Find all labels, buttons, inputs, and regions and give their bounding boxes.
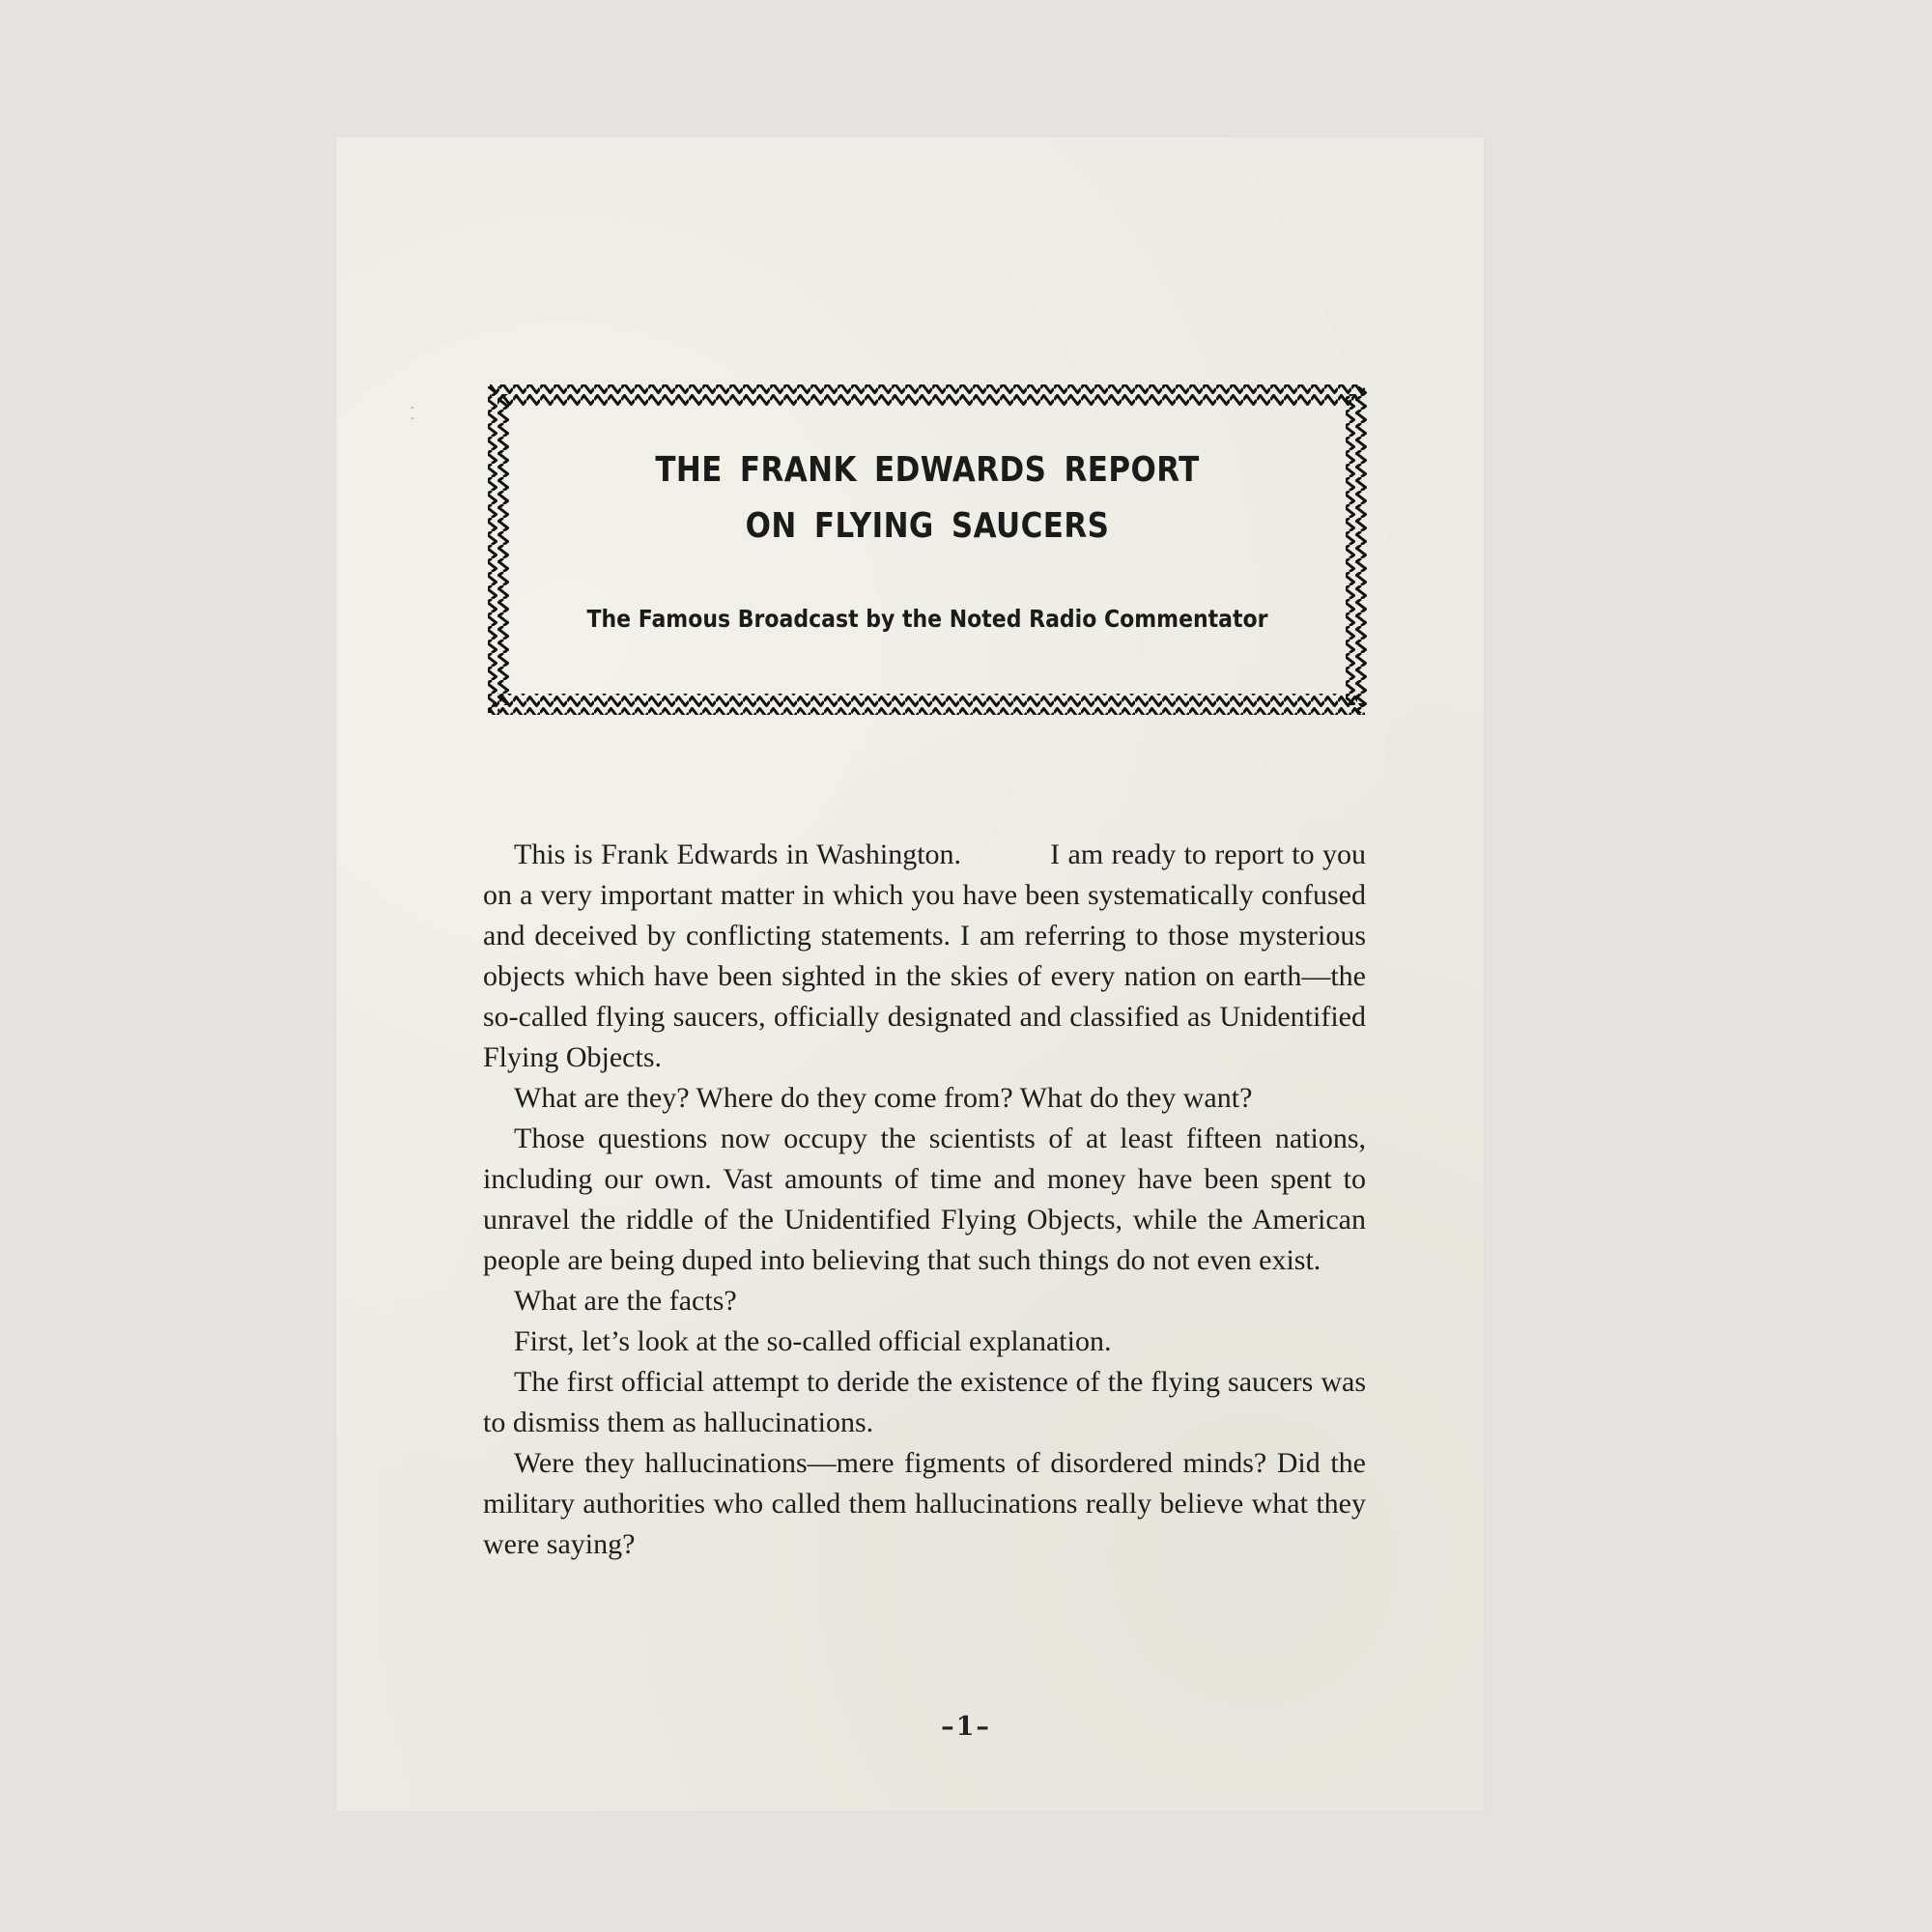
paragraph: What are they? Where do they come from? What do they want? xyxy=(514,1082,1253,1114)
document-subtitle: The Famous Broadcast by the Noted Radio Commentator xyxy=(586,605,1268,633)
paragraph: The first official attempt to deride the existence of the flying saucers was to dismiss them as hallucinations. xyxy=(483,1366,1366,1438)
paragraph: First, let’s look at the so-called official explanation. xyxy=(514,1325,1112,1357)
paragraph: What are the facts? xyxy=(514,1285,737,1317)
document-title-line-1: THE FRANK EDWARDS REPORT xyxy=(655,450,1200,490)
paragraph: This is Frank Edwards in Washington. I am ready to report to you on a very important matter in which you have been systematically confused and deceived by conflicting statements. I am referring to those mysterious objects which have been sighted in the skies of every nation on earth—the so-called flying saucers, officially designated and classified as Unidentified Flying Objects. xyxy=(483,838,1366,1073)
body-text xyxy=(483,835,1366,1565)
paragraph: Were they hallucinations—mere figments of disordered minds? Did the military authorities who called them hallucinations really believe what they were saying? xyxy=(483,1447,1366,1560)
title-box xyxy=(486,383,1369,717)
stray-ink-mark xyxy=(411,403,424,406)
wavy-border-icon xyxy=(486,383,1369,717)
paragraph: Those questions now occupy the scientists of at least fifteen nations, including our own. Vast amounts of time and money have been spent to unravel the riddle of the Unidentified Flying Objects, while the American people are being duped into believing that such things do not even exist. xyxy=(483,1122,1366,1276)
page-number: –1– xyxy=(941,1712,991,1742)
document-title-line-2: ON FLYING SAUCERS xyxy=(745,506,1110,546)
